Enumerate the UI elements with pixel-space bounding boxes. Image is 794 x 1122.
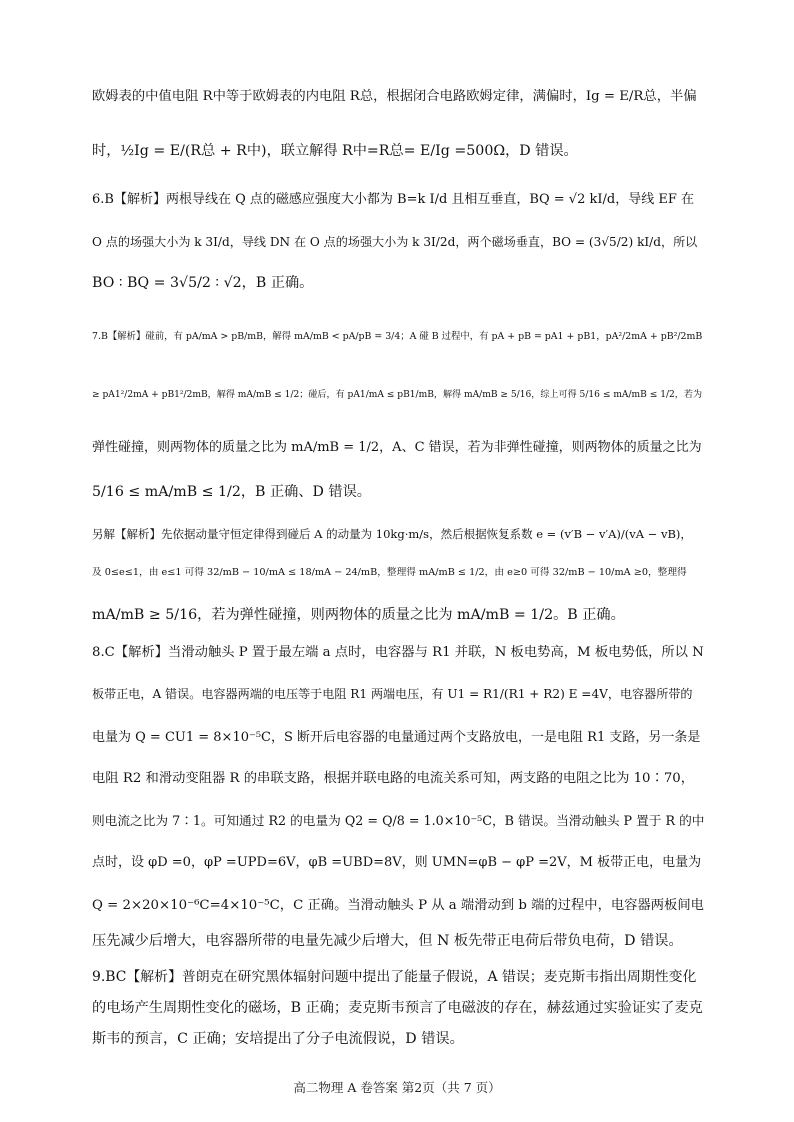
- text-line: 压先减少后增大，电容器所带的电量先减少后增大，但 N 板先带正电荷后带负电荷，D 错误。: [92, 933, 683, 949]
- text-line: 电阻 R2 和滑动变阻器 R 的串联支路，根据并联电路的电流关系可知，两支路的电阻之比为 10∶70，: [92, 771, 695, 786]
- text-line: 另解【解析】先依据动量守恒定律得到碰后 A 的动量为 10kg·m/s，然后根据恢复系数 e = (v′B − v′A)/(vA − vB)，: [92, 527, 692, 541]
- text-line: O 点的场强大小为 k 3I/d，导线 DN 在 O 点的场强大小为 k 3I/2d，两个磁场垂直，BO = (3√5/2) kI/d，所以: [92, 235, 698, 249]
- text-line: 弹性碰撞，则两物体的质量之比为 mA/mB = 1/2，A、C 错误，若为非弹性碰撞，则两物体的质量之比为: [92, 440, 702, 455]
- text-line: ≥ pA1²/2mA + pB1²/2mB，解得 mA/mB ≤ 1/2；碰后，有 pA1/mA ≤ pB1/mB，解得 mA/mB ≥ 5/16，综上可得 5/16 ≤ mA/mB ≤ 1/2，若为: [92, 390, 703, 400]
- text-line: 电量为 Q = CU1 = 8×10⁻⁵C，S 断开后电容器的电量通过两个支路放电，一是电阻 R1 支路，另一条是: [92, 730, 701, 745]
- text-line: 及 0≤e≤1，由 e≤1 可得 32/mB − 10/mA ≤ 18/mA − 24/mB，整理得 mA/mB ≤ 1/2，由 e≥0 可得 32/mB − 10/mA ≥0，整理得: [92, 567, 687, 578]
- text-line: 7.B【解析】碰前，有 pA/mA > pB/mB，解得 mA/mB < pA/pB = 3/4；A 碰 B 过程中，有 pA + pB = pA1 + pB1，pA²/2mA + pB²/2mB: [92, 331, 703, 342]
- text-line: 斯韦的预言，C 正确；安培提出了分子电流假说，D 错误。: [92, 1031, 464, 1047]
- text-line: 8.C【解析】当滑动触头 P 置于最左端 a 点时，电容器与 R1 并联，N 板电势高，M 板电势低，所以 N: [92, 645, 704, 660]
- text-line: 则电流之比为 7∶1。可知通过 R2 的电量为 Q2 = Q/8 = 1.0×10⁻⁵C，B 错误。当滑动触头 P 置于 R 的中: [92, 813, 705, 828]
- text-line: 的电场产生周期性变化的磁场，B 正确；麦克斯韦预言了电磁波的存在，赫兹通过实验证实了麦克: [92, 1000, 703, 1016]
- text-line: 时，½Ig = E/(R总 + R中)，联立解得 R中=R总= E/Ig =500Ω，D 错误。: [92, 143, 578, 159]
- page-footer: 高二物理 A 卷答案 第2页（共 7 页）: [293, 1080, 501, 1095]
- text-line: Q = 2×20×10⁻⁶C=4×10⁻⁵C，C 正确。当滑动触头 P 从 a 端滑动到 b 端的过程中，电容器两板间电: [92, 898, 704, 913]
- text-line: 点时，设 φD =0，φP =UPD=6V，φB =UBD=8V，则 UMN=φB − φP =2V，M 板带正电，电量为: [92, 855, 702, 870]
- text-line: 板带正电，A 错误。电容器两端的电压等于电阻 R1 两端电压，有 U1 = R1/(R1 + R2) E =4V，电容器所带的: [92, 687, 693, 701]
- text-line: mA/mB ≥ 5/16，若为弹性碰撞，则两物体的质量之比为 mA/mB = 1/2。B 正确。: [92, 607, 625, 623]
- text-line: 欧姆表的中值电阻 R中等于欧姆表的内电阻 R总，根据闭合电路欧姆定律，满偏时，Ig = E/R总，半偏: [92, 89, 697, 104]
- text-line: 9.BC【解析】普朗克在研究黑体辐射问题中提出了能量子假说，A 错误；麦克斯韦指出周期性变化: [92, 969, 697, 985]
- text-line: BO ∶ BQ = 3√5/2 ∶ √2，B 正确。: [92, 275, 314, 291]
- text-line: 5/16 ≤ mA/mB ≤ 1/2，B 正确、D 错误。: [92, 484, 371, 500]
- text-line: 6.B【解析】两根导线在 Q 点的磁感应强度大小都为 B=k I/d 且相互垂直，BQ = √2 kI/d，导线 EF 在: [92, 192, 694, 207]
